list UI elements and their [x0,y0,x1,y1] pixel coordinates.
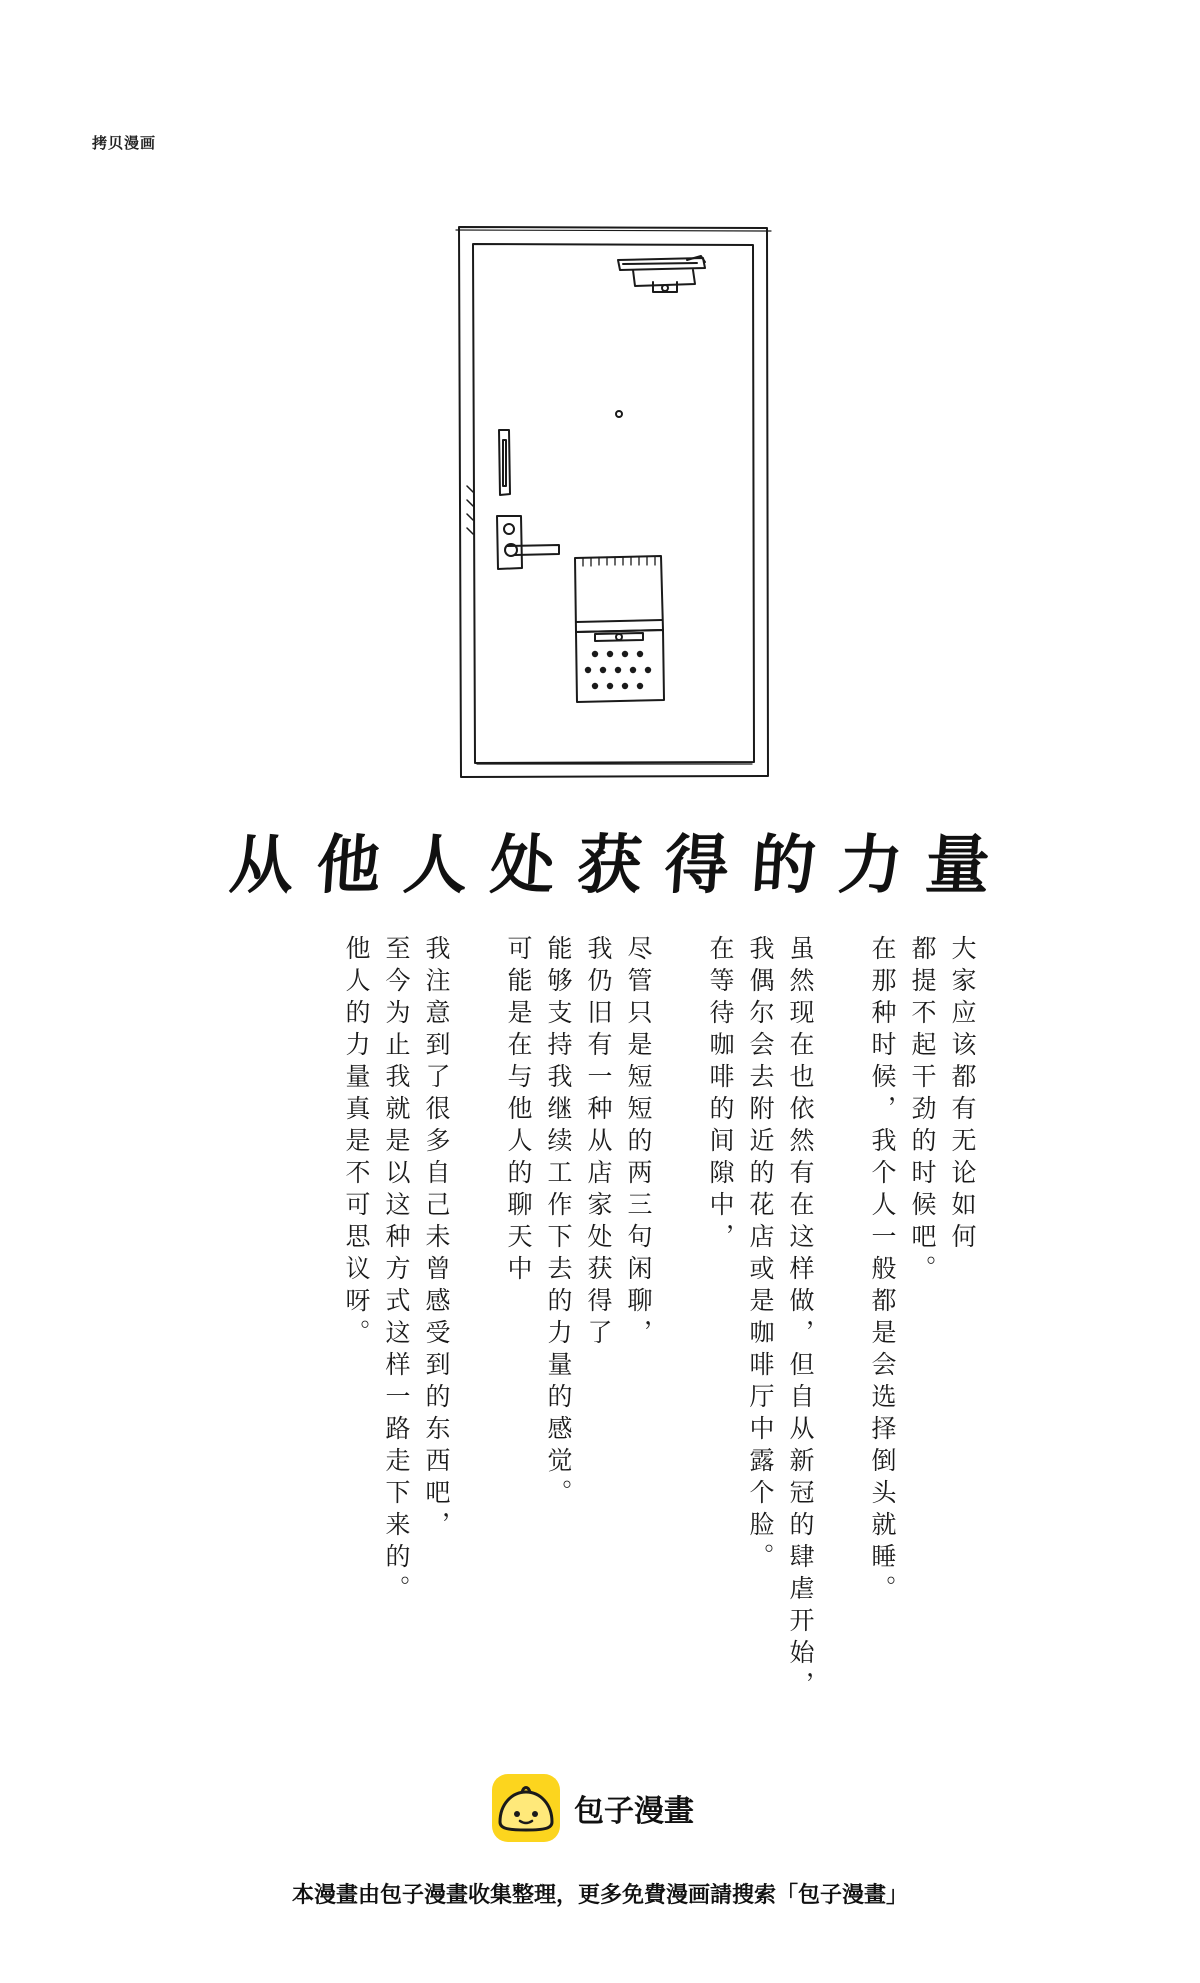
watermark-text: 拷贝漫画 [92,134,157,152]
title-char: 获 [574,828,645,903]
site-logo [492,1772,712,1844]
text-column: 尽管只是短短的两三句闲聊， [624,935,653,1351]
footer-note: 本漫畫由包子漫畫收集整理，更多免費漫画請搜索「包子漫畫」 [291,1883,908,1908]
title-char: 量 [922,828,993,903]
door-illustration [455,224,775,779]
title-char: 的 [748,828,819,903]
title-char: 人 [400,828,471,903]
text-column: 大家应该都有无论如何 [948,935,977,1255]
title-char: 从 [226,828,297,903]
text-column: 可能是在与他人的聊天中 [504,935,533,1287]
vertical-text-body [255,935,977,1703]
text-column: 在等待咖啡的间隙中， [706,935,735,1255]
logo-text: 包子漫畫 [574,1794,694,1829]
title-char: 他 [313,828,384,903]
text-column: 他人的力量真是不可思议呀。 [342,935,371,1351]
text-column: 都提不起干劲的时候吧。 [908,935,937,1287]
title-char: 得 [661,828,732,903]
text-column: 至今为止我就是以这种方式这样一路走下来的。 [382,935,411,1607]
text-column: 在那种时候，我个人一般都是会选择倒头就睡。 [868,935,897,1607]
text-column: 我仍旧有一种从店家处获得了 [584,935,613,1351]
title-char: 处 [487,828,558,903]
page-title [226,815,993,905]
text-column: 我偶尔会去附近的花店或是咖啡厅中露个脸。 [746,935,775,1575]
text-column: 我注意到了很多自己未曾感受到的东西吧， [422,935,451,1543]
bun-logo-icon [492,1774,560,1842]
text-column: 虽然现在也依然有在这样做，但自从新冠的肆虐开始， [786,935,815,1703]
text-column: 能够支持我继续工作下去的力量的感觉。 [544,935,573,1511]
title-char: 力 [835,828,906,903]
